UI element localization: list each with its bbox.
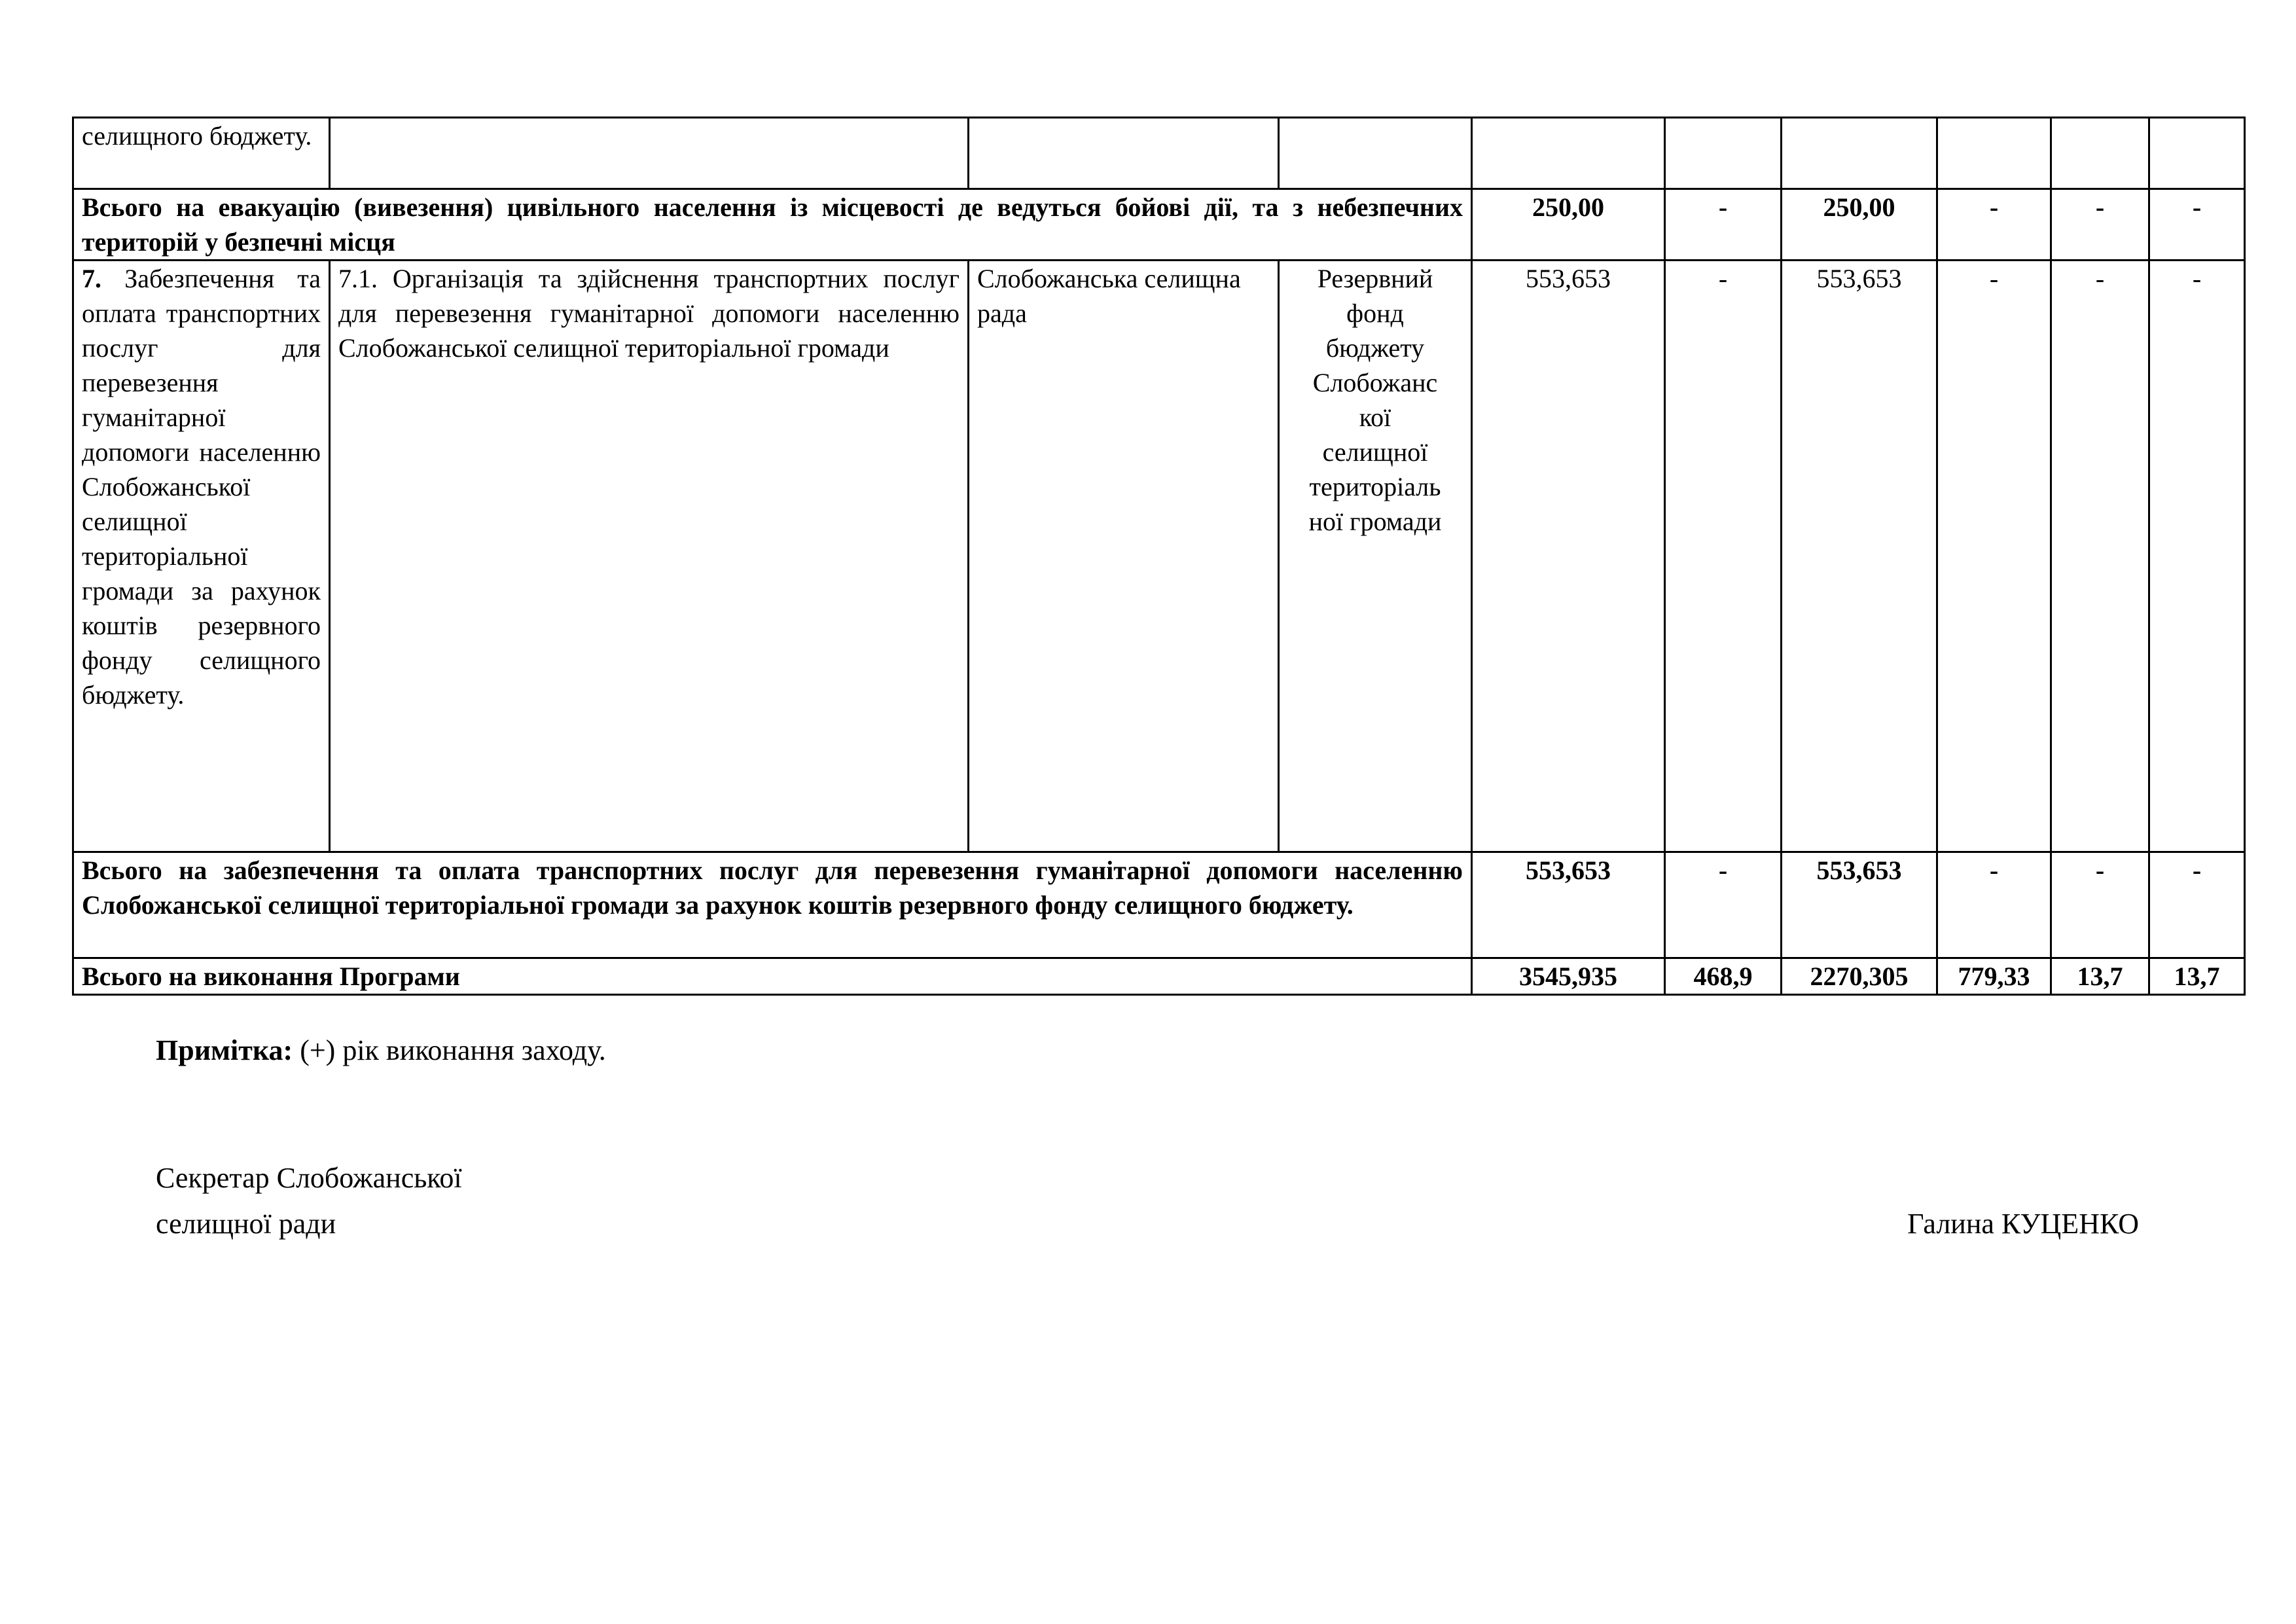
total-transport-value-3: 553,653	[1782, 852, 1937, 958]
task-cell-continuation: селищного бюджету.	[73, 118, 330, 189]
total-program-value-3: 2270,305	[1782, 958, 1937, 995]
task-7-text: Забезпечення та оплата транспортних послуг для перевезення гуманітарної допомоги населенню Слобожанської селищної територіальної громади за рахунок коштів резервного фонду селищного бюджету.	[82, 264, 321, 710]
total-program-label: Всього на виконання Програми	[73, 958, 1472, 995]
funding-source-cell: Резервний фонд бюджету Слобожанс кої селищної територіаль ної громади	[1279, 261, 1472, 852]
footnote	[156, 1031, 606, 1070]
total-transport-value-6: -	[2149, 852, 2245, 958]
table-row-task-7	[73, 261, 2245, 852]
total-evacuation-label: Всього на евакуацію (вивезення) цивільного населення із місцевості де ведуться бойові дії, та з небезпечних територій у безпечні місця	[73, 189, 1472, 261]
total-program-value-5: 13,7	[2051, 958, 2149, 995]
total-program-value-6: 13,7	[2149, 958, 2245, 995]
task-7-value-3: 553,653	[1782, 261, 1937, 852]
table-row-total-program	[73, 958, 2245, 995]
value-cell-1	[1472, 118, 1665, 189]
total-evacuation-value-3: 250,00	[1782, 189, 1937, 261]
total-program-value-2: 468,9	[1665, 958, 1782, 995]
total-program-value-4: 779,33	[1937, 958, 2051, 995]
total-evacuation-value-1: 250,00	[1472, 189, 1665, 261]
total-evacuation-value-6: -	[2149, 189, 2245, 261]
value-cell-3	[1782, 118, 1937, 189]
task-7-value-5: -	[2051, 261, 2149, 852]
signatory-position-line-1: Секретар Слобожанської	[156, 1162, 462, 1194]
source-cell-continuation	[1279, 118, 1472, 189]
task-7-cell	[73, 261, 330, 852]
table-row-total-evacuation	[73, 189, 2245, 261]
measure-cell-continuation	[330, 118, 969, 189]
value-cell-5	[2051, 118, 2149, 189]
task-7-value-2: -	[1665, 261, 1782, 852]
total-program-value-1: 3545,935	[1472, 958, 1665, 995]
value-cell-4	[1937, 118, 2051, 189]
total-transport-value-1: 553,653	[1472, 852, 1665, 958]
executor-cell: Слобожанська селищна рада	[969, 261, 1279, 852]
executor-cell-continuation	[969, 118, 1279, 189]
total-evacuation-value-5: -	[2051, 189, 2149, 261]
task-7-number: 7.	[82, 264, 101, 293]
total-evacuation-value-2: -	[1665, 189, 1782, 261]
signatory-name: Галина КУЦЕНКО	[1907, 1208, 2139, 1240]
total-transport-value-5: -	[2051, 852, 2149, 958]
total-transport-label: Всього на забезпечення та оплата транспортних послуг для перевезення гуманітарної допомоги населенню Слобожанської селищної територіальної громади за рахунок коштів резервного фонду селищного бюджету.	[73, 852, 1472, 958]
task-7-value-1: 553,653	[1472, 261, 1665, 852]
footnote-label: Примітка:	[156, 1034, 293, 1066]
table-row-continuation	[73, 118, 2245, 189]
total-transport-value-4: -	[1937, 852, 2051, 958]
table-row-total-transport	[73, 852, 2245, 958]
program-measures-table	[72, 117, 2246, 996]
value-cell-6	[2149, 118, 2245, 189]
total-evacuation-value-4: -	[1937, 189, 2051, 261]
signatory-position-line-2: селищної ради	[156, 1208, 336, 1240]
value-cell-2	[1665, 118, 1782, 189]
task-7-value-6: -	[2149, 261, 2245, 852]
task-7-value-4: -	[1937, 261, 2051, 852]
footnote-text: (+) рік виконання заходу.	[293, 1034, 606, 1066]
total-transport-value-2: -	[1665, 852, 1782, 958]
measure-7-1-cell: 7.1. Організація та здійснення транспортних послуг для перевезення гуманітарної допомоги населенню Слобожанської селищної територіальної громади	[330, 261, 969, 852]
